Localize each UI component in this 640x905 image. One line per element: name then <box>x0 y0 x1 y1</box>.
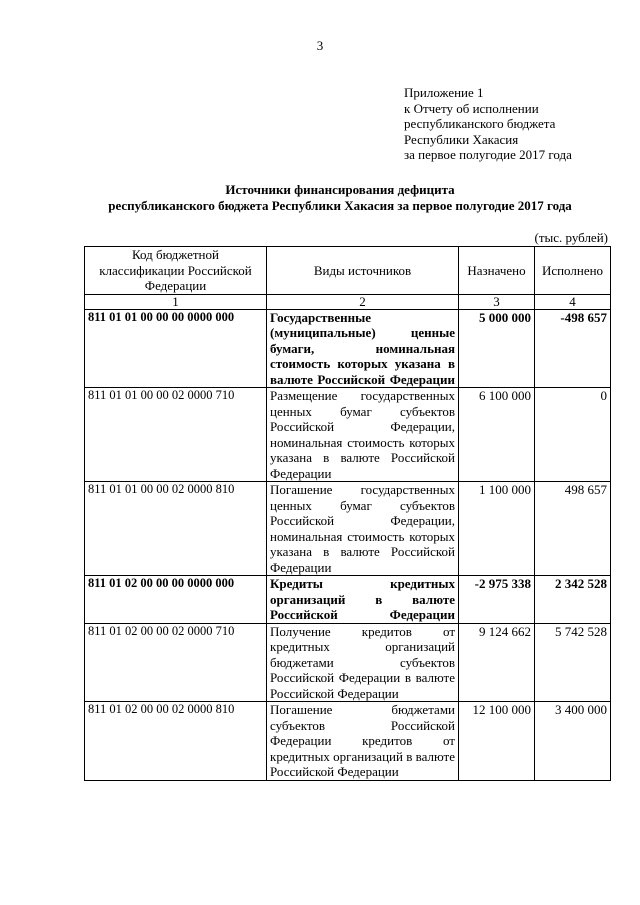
header-code: Код бюджетной классификации Российской Федерации <box>85 247 267 295</box>
document-title <box>40 182 640 214</box>
header-planned: Назначено <box>459 247 535 295</box>
row-planned: 6 100 000 <box>459 388 535 482</box>
row-code: 811 01 02 00 00 02 0000 810 <box>85 702 267 781</box>
row-executed: 3 400 000 <box>535 702 611 781</box>
units-label: (тыс. рублей) <box>534 230 608 245</box>
table-row <box>85 576 611 624</box>
row-executed: -498 657 <box>535 309 611 388</box>
appendix-line: за первое полугодие 2017 года <box>404 147 572 162</box>
row-planned: 12 100 000 <box>459 702 535 781</box>
table-row <box>85 702 611 781</box>
appendix-line: Приложение 1 <box>404 85 484 100</box>
row-code: 811 01 01 00 00 02 0000 810 <box>85 482 267 576</box>
row-code: 811 01 01 00 00 02 0000 710 <box>85 388 267 482</box>
row-name: Получение кредитов от кредитных организаций бюджетами субъектов Российской Федерации в валюте Российской Федерации <box>267 623 459 702</box>
row-planned: 5 000 000 <box>459 309 535 388</box>
table-row <box>85 482 611 576</box>
row-name: Размещение государственных ценных бумаг субъектов Российской Федерации, номинальная стоимость которых указана в валюте Российской Федерации <box>267 388 459 482</box>
row-executed: 2 342 528 <box>535 576 611 624</box>
column-number-row <box>85 294 611 309</box>
header-type: Виды источников <box>267 247 459 295</box>
appendix-line: к Отчету об исполнении <box>404 100 539 116</box>
row-planned: -2 975 338 <box>459 576 535 624</box>
row-name: Погашение государственных ценных бумаг субъектов Российской Федерации, номинальная стоимость которых указана в валюте Российской Федерации <box>267 482 459 576</box>
title-line-1: Источники финансирования дефицита <box>225 182 455 197</box>
column-number: 1 <box>85 294 267 309</box>
table-row <box>85 309 611 388</box>
row-executed: 0 <box>535 388 611 482</box>
column-number: 3 <box>459 294 535 309</box>
row-name: Государственные (муниципальные) ценные бумаги, номинальная стоимость которых указана в валюте Российской Федерации <box>267 309 459 388</box>
table-header-row <box>85 247 611 295</box>
title-line-2: республиканского бюджета Республики Хакасия за первое полугодие 2017 года <box>108 198 572 213</box>
row-code: 811 01 02 00 00 00 0000 000 <box>85 576 267 624</box>
header-executed: Исполнено <box>535 247 611 295</box>
appendix-line: Республики Хакасия <box>404 131 519 147</box>
appendix-line: республиканского бюджета <box>404 116 556 131</box>
row-planned: 1 100 000 <box>459 482 535 576</box>
row-code: 811 01 02 00 00 02 0000 710 <box>85 623 267 702</box>
table-row <box>85 388 611 482</box>
row-name: Погашение бюджетами субъектов Российской Федерации кредитов от кредитных организаций в валюте Российской Федерации <box>267 702 459 781</box>
row-planned: 9 124 662 <box>459 623 535 702</box>
appendix-block <box>404 85 572 163</box>
row-code: 811 01 01 00 00 00 0000 000 <box>85 309 267 388</box>
page-number: 3 <box>316 38 324 53</box>
row-name: Кредиты кредитных организаций в валюте Российской Федерации <box>267 576 459 624</box>
column-number: 2 <box>267 294 459 309</box>
row-executed: 5 742 528 <box>535 623 611 702</box>
row-executed: 498 657 <box>535 482 611 576</box>
column-number: 4 <box>535 294 611 309</box>
table-row <box>85 623 611 702</box>
sources-table <box>84 246 611 781</box>
